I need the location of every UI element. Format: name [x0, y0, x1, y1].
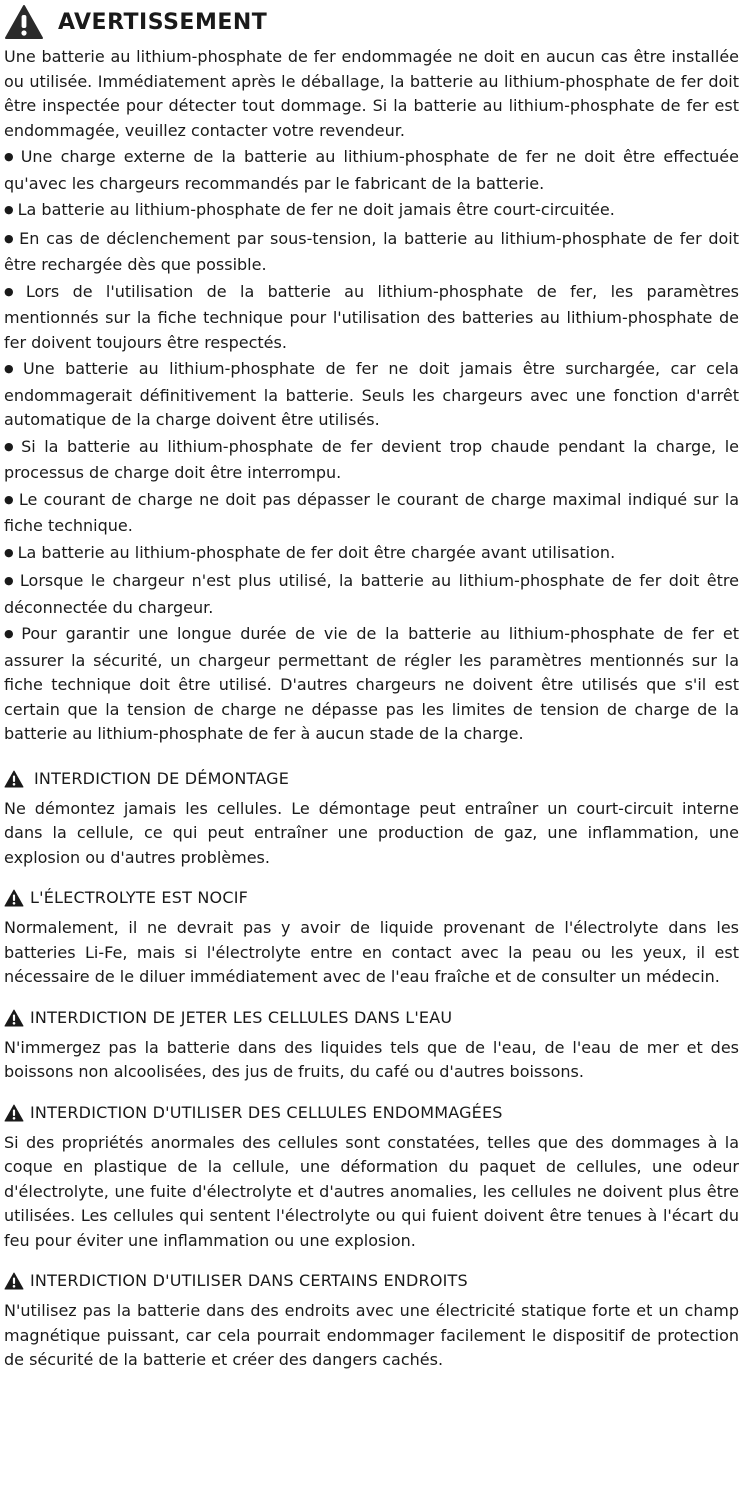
section-heading-damaged-cells — [4, 1101, 739, 1125]
warning-triangle-icon — [4, 889, 24, 907]
bullet-item: ● La batterie au lithium-phosphate de fer ne doit jamais être court-circuitée. — [4, 198, 739, 225]
section-heading-electrolyte — [4, 886, 739, 910]
section-heading-text: L'ÉLECTROLYTE EST NOCIF — [30, 888, 249, 907]
warning-triangle-icon — [4, 4, 44, 40]
bullet-item: ● Si la batterie au lithium-phosphate de fer devient trop chaude pendant la charge, le processus de charge doit être interrompu. — [4, 435, 739, 486]
bullet-item: ● Une charge externe de la batterie au lithium-phosphate de fer ne doit être effectuée qu'avec les chargeurs recommandés par le fabricant de la batterie. — [4, 145, 739, 196]
warning-document — [0, 2, 745, 1502]
warning-triangle-icon — [4, 1104, 24, 1122]
bullet-item: ● La batterie au lithium-phosphate de fer doit être chargée avant utilisation. — [4, 541, 739, 568]
intro-paragraph: Une batterie au lithium-phosphate de fer endommagée ne doit en aucun cas être installée ou utilisée. Immédiatement après le déballage, la batterie au lithium-phosphate de fer doit être inspectée pour détecter tout dommage. Si la batterie au lithium-phosphate de fer est endommagée, veuillez contacter votre revendeur. — [4, 47, 739, 140]
section-body: N'immergez pas la batterie dans des liquides tels que de l'eau, de l'eau de mer et des boissons non alcoolisées, des jus de fruits, du café ou d'autres boissons. — [4, 1037, 739, 1081]
section-heading-text: INTERDICTION D'UTILISER DANS CERTAINS ENDROITS — [30, 1271, 468, 1290]
bullet-item: ● Le courant de charge ne doit pas dépasser le courant de charge maximal indiqué sur la fiche technique. — [4, 488, 739, 539]
bullet-item: ● Une batterie au lithium-phosphate de fer ne doit jamais être surchargée, car cela endommagerait définitivement la batterie. Seuls les chargeurs avec une fonction d'arrêt automatique de la charge doivent être utilisés. — [4, 357, 739, 433]
section-heading-water — [4, 1006, 739, 1030]
section-body: Si des propriétés anormales des cellules sont constatées, telles que des dommages à la coque en plastique de la cellule, une déformation du paquet de cellules, une odeur d'électrolyte, une fuite d'électrolyte et d'autres anomalies, les cellules ne doivent plus être utilisées. Les cellules qui sentent l'électrolyte ou qui fuient doivent être tenues à l'écart du feu pour éviter une inflammation ou une explosion. — [4, 1132, 739, 1250]
section-heading-disassembly — [4, 767, 739, 791]
section-body: Ne démontez jamais les cellules. Le démontage peut entraîner un court-circuit interne dans la cellule, ce qui peut entraîner une production de gaz, une inflammation, une explosion ou d'autres problèmes. — [4, 798, 739, 867]
section-heading-text: INTERDICTION DE JETER LES CELLULES DANS L'EAU — [30, 1007, 453, 1027]
section-body: Normalement, il ne devrait pas y avoir de liquide provenant de l'électrolyte dans les batteries Li-Fe, mais si l'électrolyte entre en contact avec la peau ou les yeux, il est nécessaire de le diluer immédiatement avec de l'eau fraîche et de consulter un médecin. — [4, 918, 739, 986]
bullet-item: ● Pour garantir une longue durée de vie de la batterie au lithium-phosphate de fer et assurer la sécurité, un chargeur permettant de régler les paramètres mentionnés sur la fiche technique doit être utilisé. D'autres chargeurs ne doivent être utilisés que s'il est certain que la tension de charge ne dépasse pas les limites de tension de charge de la batterie au lithium-phosphate de fer à aucun stade de la charge. — [4, 622, 739, 747]
warning-triangle-icon — [4, 770, 24, 788]
title-text: AVERTISSEMENT — [58, 9, 268, 35]
section-heading-locations — [4, 1269, 739, 1293]
document-title — [4, 2, 739, 42]
warning-triangle-icon — [4, 1009, 24, 1027]
bullet-item: ● Lors de l'utilisation de la batterie au lithium-phosphate de fer, les paramètres mentionnés sur la fiche technique pour l'utilisation des batteries au lithium-phosphate de fer doivent toujours être respectés. — [4, 280, 739, 356]
section-body: N'utilisez pas la batterie dans des endroits avec une électricité statique forte et un champ magnétique puissant, car cela pourrait endommager facilement le dispositif de protection de sécurité de la batterie et créer des dangers cachés. — [4, 1301, 739, 1369]
section-heading-text: INTERDICTION D'UTILISER DES CELLULES ENDOMMAGÉES — [30, 1102, 503, 1122]
bullet-item: ● En cas de déclenchement par sous-tension, la batterie au lithium-phosphate de fer doit être rechargée dès que possible. — [4, 227, 739, 278]
warning-triangle-icon — [4, 1272, 24, 1290]
bullet-item: ● Lorsque le chargeur n'est plus utilisé, la batterie au lithium-phosphate de fer doit être déconnectée du chargeur. — [4, 569, 739, 620]
section-heading-text: INTERDICTION DE DÉMONTAGE — [34, 768, 290, 788]
